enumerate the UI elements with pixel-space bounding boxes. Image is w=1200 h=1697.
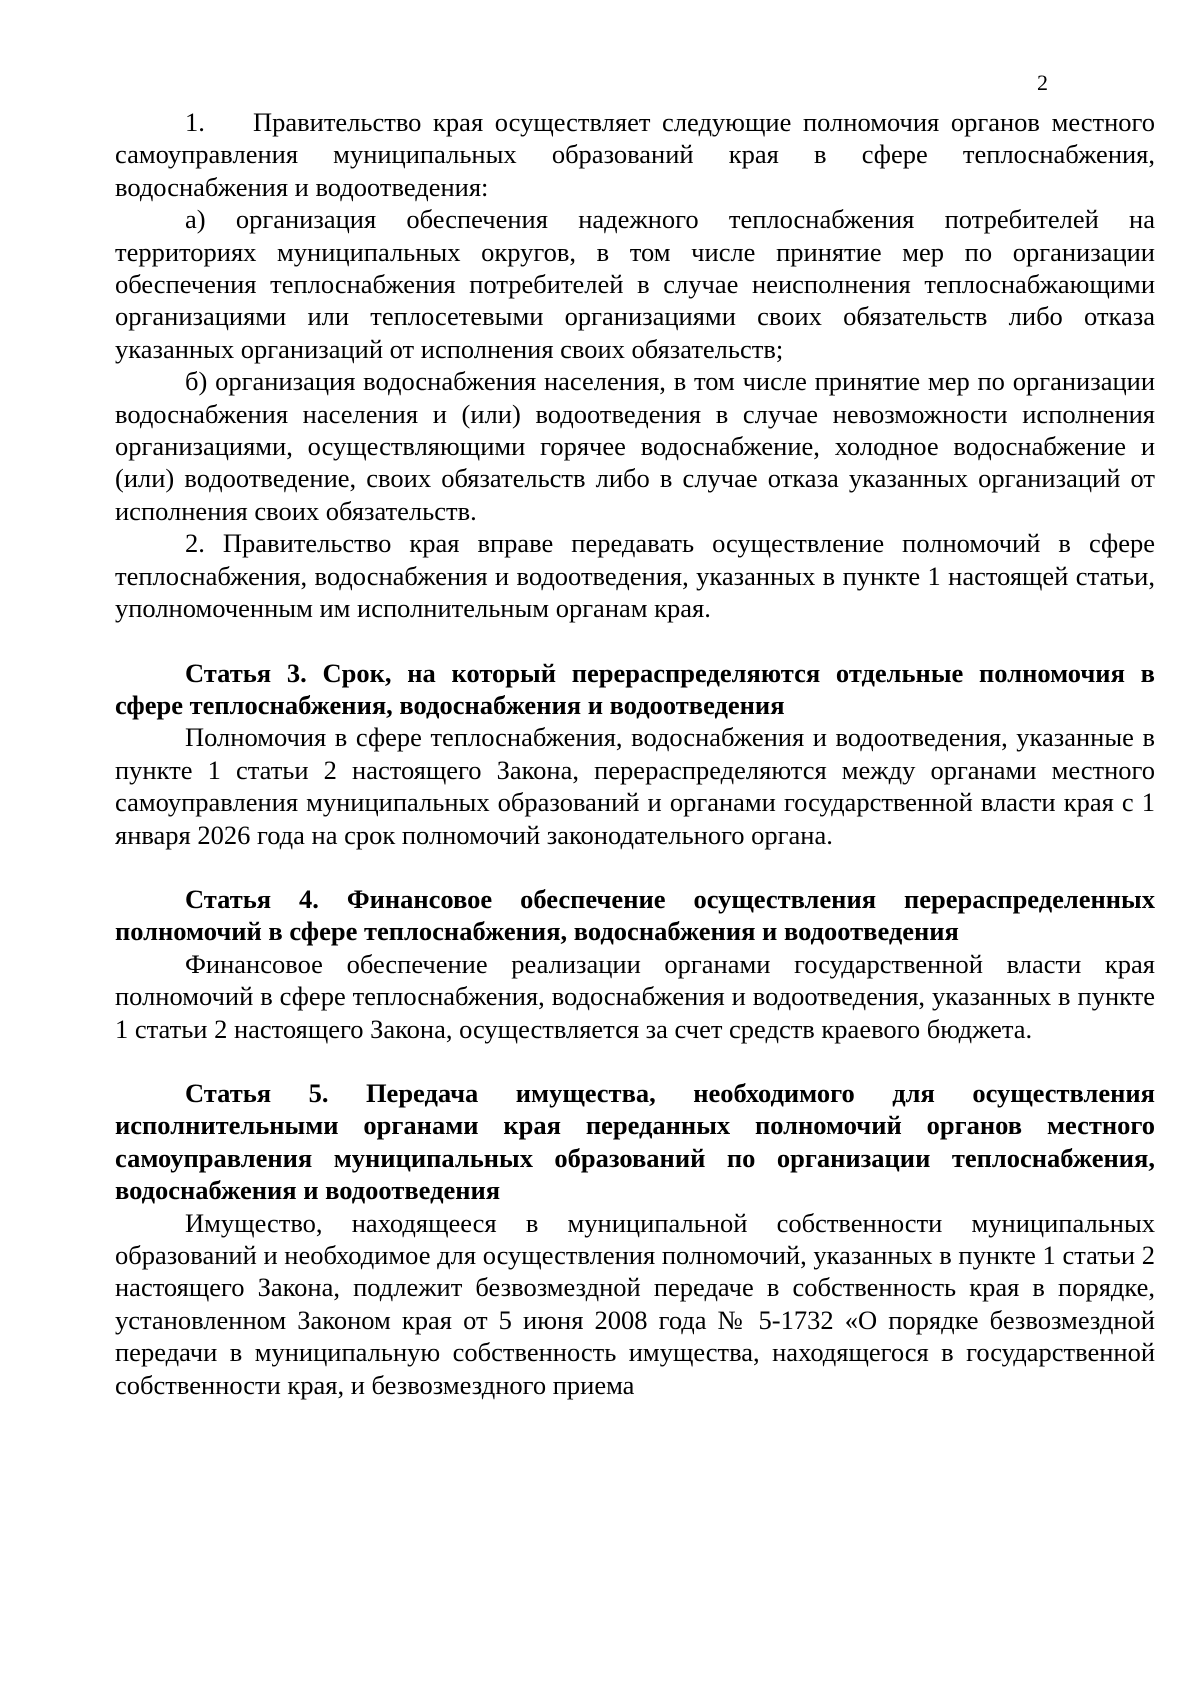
page-number: 2: [1037, 70, 1048, 95]
paragraph-1-number: 1.: [185, 107, 205, 137]
article-3-body: Полномочия в сфере теплоснабжения, водоснабжения и водоотведения, указанные в пункте 1 статьи 2 настоящего Закона, перераспределяются между органами местного самоуправления муниципальных образований и органами государственной власти края с 1 января 2026 года на срок полномочий законодательного органа.: [115, 722, 1155, 850]
article-3-heading: Статья 3. Срок, на который перераспределяются отдельные полномочия в сфере теплоснабжения, водоснабжения и водоотведения: [115, 657, 1155, 720]
paragraph-1: [115, 106, 1155, 203]
paragraph-1a: а) организация обеспечения надежного теплоснабжения потребителей на территориях муниципальных округов, в том числе принятие мер по организации обеспечения теплоснабжения потребителей в случае неисполнения теплоснабжающими организациями или теплосетевыми организациями своих обязательств либо отказа указанных организаций от исполнения своих обязательств;: [115, 204, 1155, 364]
paragraph-1b: б) организация водоснабжения населения, в том числе принятие мер по организации водоснабжения населения и (или) водоотведения в случае невозможности исполнения организациями, осуществляющими горячее водоснабжение, холодное водоснабжение и (или) водоотведение, своих обязательств либо в случае отказа указанных организаций от исполнения своих обязательств.: [115, 366, 1155, 526]
paragraph-2: 2. Правительство края вправе передавать осуществление полномочий в сфере теплоснабжения, водоснабжения и водоотведения, указанных в пункте 1 настоящей статьи, уполномоченным им исполнительным органам края.: [115, 528, 1155, 624]
article-5-body: Имущество, находящееся в муниципальной собственности муниципальных образований и необходимое для осуществления полномочий, указанных в пункте 1 статьи 2 настоящего Закона, подлежит безвозмездной передаче в собственность края в порядке, установленном Законом края от 5 июня 2008 года № 5-1732 «О порядке безвозмездной передачи в муниципальную собственность имущества, находящегося в государственной собственности края, и безвозмездного приема: [115, 1207, 1155, 1400]
article-4-heading: Статья 4. Финансовое обеспечение осуществления перераспределенных полномочий в сфере теплоснабжения, водоснабжения и водоотведения: [115, 883, 1155, 947]
paragraph-1-text: Правительство края осуществляет следующие полномочия органов местного самоуправления муниципальных образований края в сфере теплоснабжения, водоснабжения и водоотведения:: [115, 107, 1155, 202]
article-5-heading: Статья 5. Передача имущества, необходимого для осуществления исполнительными органами края переданных полномочий органов местного самоуправления муниципальных образований по организации теплоснабжения, водоснабжения и водоотведения: [115, 1077, 1155, 1206]
document-body: [115, 106, 1155, 1401]
article-4-body: Финансовое обеспечение реализации органами государственной власти края полномочий в сфере теплоснабжения, водоснабжения и водоотведения, указанных в пункте 1 статьи 2 настоящего Закона, осуществляется за счет средств краевого бюджета.: [115, 948, 1155, 1044]
